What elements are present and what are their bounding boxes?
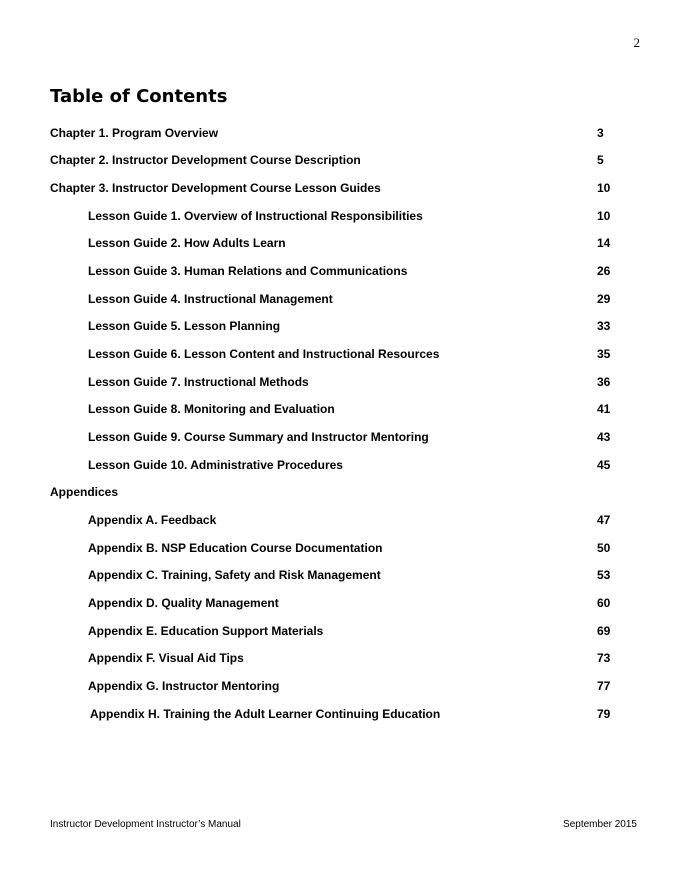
toc-entry-label: Lesson Guide 2. How Adults Learn (88, 236, 286, 250)
toc-entry-page: 41 (597, 402, 611, 416)
toc-entry-page: 29 (597, 292, 611, 306)
toc-entry-page: 35 (597, 347, 611, 361)
toc-entry[interactable] (88, 649, 620, 667)
toc-entry[interactable] (50, 179, 620, 197)
toc-entry-page: 33 (597, 319, 611, 333)
toc-entry[interactable] (88, 234, 620, 252)
toc-entry[interactable] (88, 207, 620, 225)
toc-entry-page: 79 (597, 707, 611, 721)
toc-entry-label: Appendix G. Instructor Mentoring (88, 679, 280, 693)
toc-entry-label: Chapter 2. Instructor Development Course Description (50, 153, 361, 167)
toc-entry-label: Lesson Guide 3. Human Relations and Communications (88, 264, 408, 278)
footer-date: September 2015 (563, 819, 637, 830)
toc-entry[interactable] (88, 400, 620, 418)
toc-section-heading[interactable] (50, 483, 620, 501)
toc-entry-label: Lesson Guide 9. Course Summary and Instructor Mentoring (88, 430, 429, 444)
toc-entry[interactable] (50, 151, 620, 169)
toc-entry[interactable] (88, 456, 620, 474)
toc-entry-label: Chapter 3. Instructor Development Course Lesson Guides (50, 181, 381, 195)
toc-entry-page: 45 (597, 458, 611, 472)
toc-entry[interactable] (88, 594, 620, 612)
toc-entry-page: 26 (597, 264, 611, 278)
toc-entry-label: Lesson Guide 4. Instructional Management (88, 292, 333, 306)
toc-entry[interactable] (88, 622, 620, 640)
toc-entry-label: Lesson Guide 6. Lesson Content and Instructional Resources (88, 347, 440, 361)
toc-entry-label: Appendix D. Quality Management (88, 596, 279, 610)
toc-entry-label: Appendix C. Training, Safety and Risk Management (88, 568, 381, 582)
page-number: 2 (633, 35, 640, 50)
toc-entry-page: 50 (597, 541, 611, 555)
toc-entry[interactable] (88, 290, 620, 308)
toc-entry-page: 43 (597, 430, 611, 444)
toc-entry-label: Appendix A. Feedback (88, 513, 217, 527)
toc-entry-page: 47 (597, 513, 611, 527)
toc-entry-label: Appendix E. Education Support Materials (88, 624, 324, 638)
toc-entry-page: 10 (597, 209, 611, 223)
toc-entry-label: Appendix B. NSP Education Course Documentation (88, 541, 383, 555)
toc-entry-page: 5 (597, 153, 604, 167)
toc-entry-page: 14 (597, 236, 611, 250)
toc-entry[interactable] (88, 262, 620, 280)
toc-entry-page: 36 (597, 375, 611, 389)
page-title: Table of Contents (50, 86, 228, 107)
toc-entry[interactable] (90, 705, 620, 723)
toc-entry[interactable] (88, 345, 620, 363)
toc-entry-page: 69 (597, 624, 611, 638)
toc-entry-label: Chapter 1. Program Overview (50, 126, 219, 140)
toc-entry-label: Lesson Guide 8. Monitoring and Evaluation (88, 402, 335, 416)
toc-entry[interactable] (88, 428, 620, 446)
toc-entry[interactable] (88, 539, 620, 557)
toc-entry-page: 10 (597, 181, 611, 195)
toc-entry-page: 73 (597, 651, 611, 665)
toc-entry-page: 53 (597, 568, 611, 582)
toc-entry-page: 77 (597, 679, 611, 693)
toc-entry-page: 3 (597, 126, 604, 140)
footer-manual-title: Instructor Development Instructor’s Manual (50, 819, 241, 830)
toc-entry[interactable] (50, 124, 620, 142)
toc-entry-label: Appendix H. Training the Adult Learner Continuing Education (90, 707, 441, 721)
toc-entry[interactable] (88, 373, 620, 391)
toc-entry[interactable] (88, 511, 620, 529)
toc-entry[interactable] (88, 677, 620, 695)
toc-entry-page: 60 (597, 596, 611, 610)
toc-entry-label: Lesson Guide 7. Instructional Methods (88, 375, 309, 389)
toc-entry[interactable] (88, 566, 620, 584)
toc-entry-label: Lesson Guide 1. Overview of Instructional Responsibilities (88, 209, 423, 223)
toc-entry-label: Appendices (50, 485, 119, 499)
toc-entry-label: Lesson Guide 10. Administrative Procedures (88, 458, 343, 472)
toc-entry[interactable] (88, 317, 620, 335)
toc-entry-label: Appendix F. Visual Aid Tips (88, 651, 244, 665)
toc-entry-label: Lesson Guide 5. Lesson Planning (88, 319, 281, 333)
